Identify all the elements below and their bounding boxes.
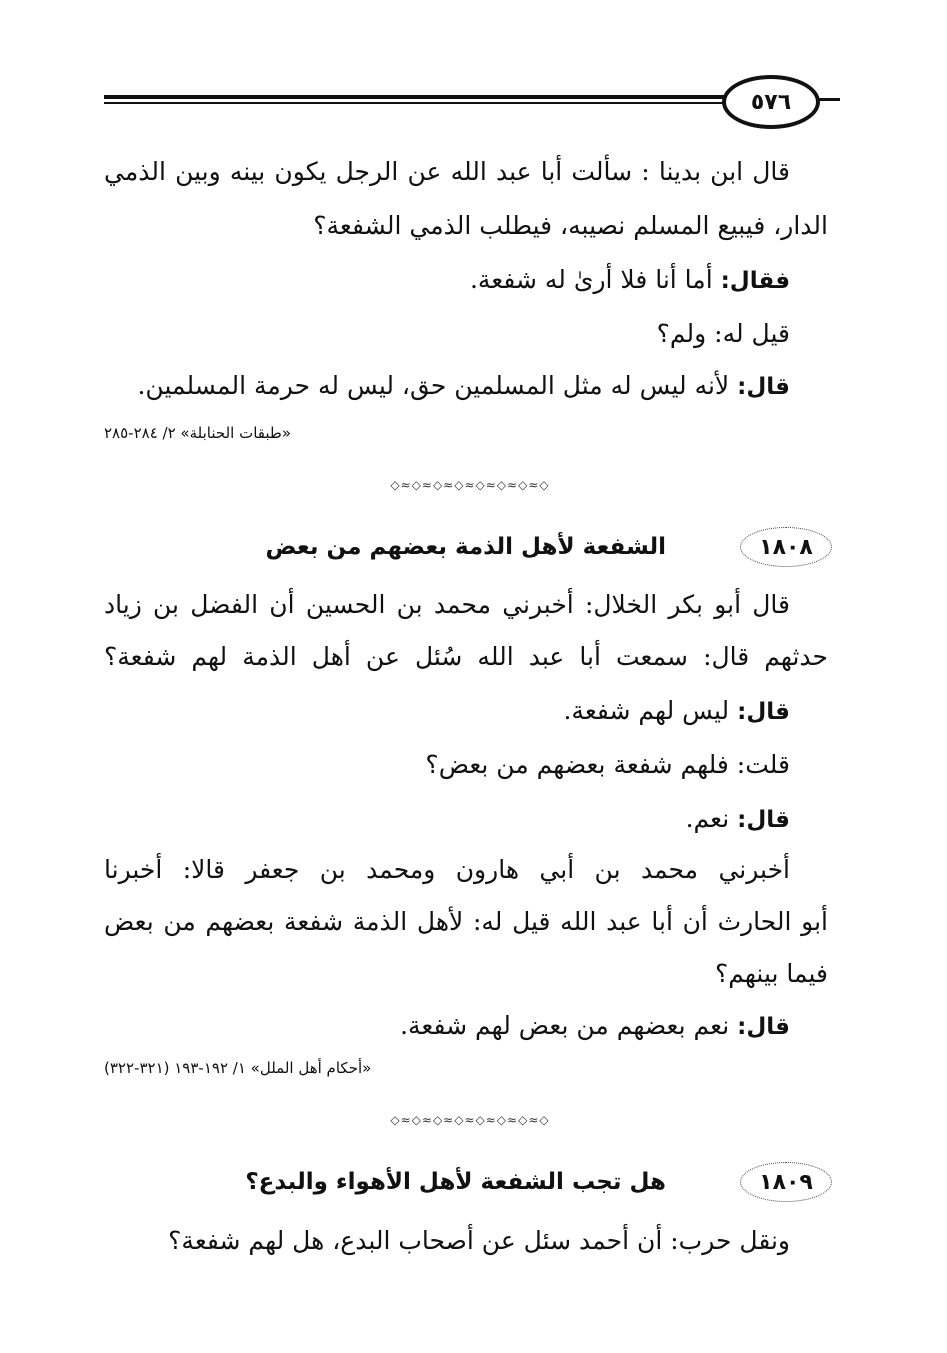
section-divider-ornament: ◇≈◇≈◇≈◇≈◇≈◇≈◇≈◇: [390, 478, 550, 492]
paragraph-line: أبو الحارث أن أبا عبد الله قيل له: لأهل الذمة شفعة بعضهم من بعض: [104, 907, 828, 936]
reply-text: ليس لهم شفعة.: [563, 696, 738, 725]
source-citation: «أحكام أهل الملل» ١/ ١٩٢-١٩٣ (٣٢١-٣٢٢): [104, 1059, 372, 1077]
paragraph-line: قال ابن بدينا : سألت أبا عبد الله عن الرجل يكون بينه وبين الذمي: [104, 157, 790, 186]
source-citation: «طبقات الحنابلة» ٢/ ٢٨٤-٢٨٥: [104, 424, 291, 442]
paragraph-line: حدثهم قال: سمعت أبا عبد الله سُئل عن أهل الذمة لهم شفعة؟: [104, 642, 828, 671]
section-divider-ornament: ◇≈◇≈◇≈◇≈◇≈◇≈◇≈◇: [390, 1113, 550, 1127]
page-number: ٥٧٦: [722, 75, 820, 129]
reply-lead: قال:: [737, 699, 790, 725]
paragraph-line: الدار، فيبيع المسلم نصيبه، فيطلب الذمي الشفعة؟: [313, 211, 828, 240]
header-rule-right: [818, 98, 840, 101]
reply-line: [104, 253, 828, 308]
question-line: قلت: فلهم شفعة بعضهم من بعض؟: [425, 750, 790, 779]
header-rule-thick: [104, 95, 726, 99]
reply-line: [104, 792, 828, 847]
section-title: الشفعة لأهل الذمة بعضهم من بعض: [265, 534, 666, 560]
reply-lead: فقال:: [720, 268, 790, 294]
reply-text: أما أنا فلا أرىٰ له شفعة.: [469, 265, 721, 294]
reply-text: لأنه ليس له مثل المسلمين حق، ليس له حرمة المسلمين.: [137, 371, 738, 400]
reply-text: نعم بعضهم من بعض لهم شفعة.: [400, 1011, 738, 1040]
section-title: هل تجب الشفعة لأهل الأهواء والبدع؟: [245, 1169, 666, 1195]
paragraph-line: ونقل حرب: أن أحمد سئل عن أصحاب البدع، هل لهم شفعة؟: [168, 1226, 790, 1255]
paragraph-line: أخبرني محمد بن أبي هارون ومحمد بن جعفر قالا: أخبرنا: [104, 855, 790, 884]
reply-line: [104, 999, 828, 1054]
reply-text: نعم.: [685, 804, 738, 833]
header-rule-thin: [104, 102, 726, 104]
reply-lead: قال:: [737, 807, 790, 833]
paragraph-line: قال أبو بكر الخلال: أخبرني محمد بن الحسين أن الفضل بن زياد: [104, 590, 790, 619]
reply-lead: قال:: [737, 374, 790, 400]
reply-line: [104, 684, 828, 739]
reply-lead: قال:: [737, 1014, 790, 1040]
reply-line: [104, 359, 828, 414]
paragraph-line: فيما بينهم؟: [715, 959, 828, 988]
question-line: قيل له: ولم؟: [656, 319, 790, 348]
section-number-badge: ١٨٠٩: [740, 1162, 832, 1202]
section-number-badge: ١٨٠٨: [740, 527, 832, 567]
